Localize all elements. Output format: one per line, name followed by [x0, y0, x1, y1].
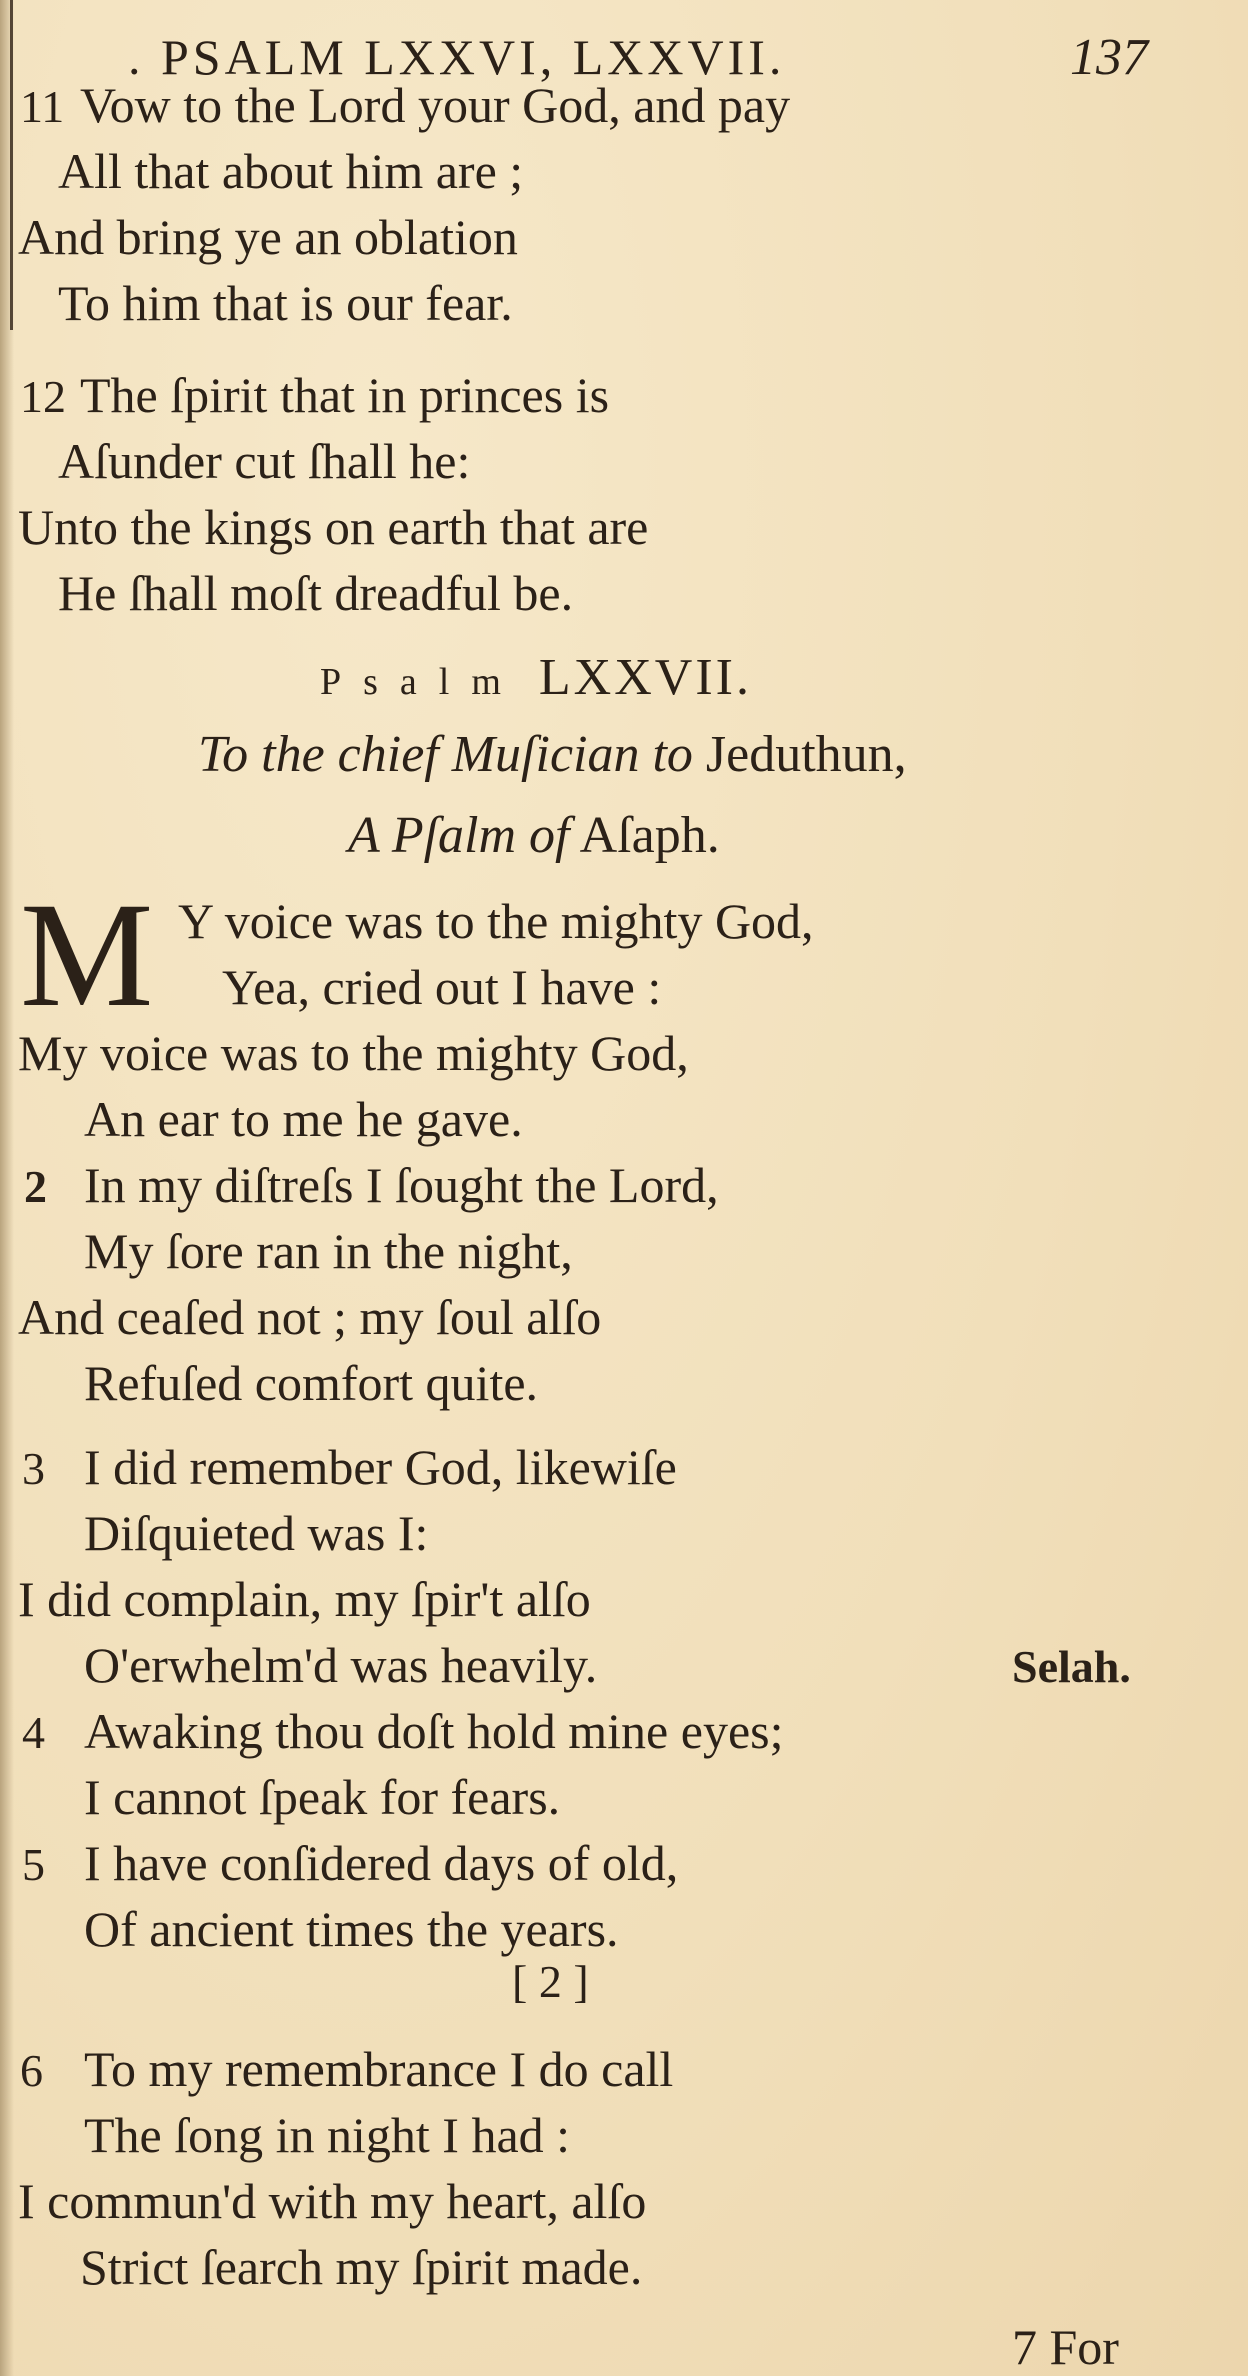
- verse-line: I did complain, my ſpir't alſo: [18, 1571, 591, 1627]
- catchword: 7 For: [1012, 2319, 1119, 2375]
- page-number: 137: [1070, 29, 1148, 86]
- verse-line: And bring ye an oblation: [18, 209, 518, 265]
- psalm-title: [320, 648, 752, 707]
- verse-line: I have conſidered days of old,: [84, 1835, 679, 1891]
- verse-line: The ſong in night I had :: [84, 2107, 571, 2163]
- verse-line: To him that is our fear.: [58, 275, 513, 331]
- verse-line: Y voice was to the mighty God,: [178, 893, 814, 949]
- gutter-shadow: [0, 0, 14, 2376]
- verse-line: Awaking thou doſt hold mine eyes;: [84, 1703, 784, 1759]
- verse-line: All that about him are ;: [58, 143, 524, 199]
- verse-line: My ſore ran in the night,: [84, 1223, 573, 1279]
- verse-line: I cannot ſpeak for fears.: [84, 1769, 561, 1825]
- verse-line: Yea, cried out I have :: [222, 959, 662, 1015]
- verse-line: My voice was to the mighty God,: [18, 1025, 689, 1081]
- verse-line: And ceaſed not ; my ſoul alſo: [18, 1289, 602, 1345]
- verse-line: The ſpirit that in princes is: [80, 367, 610, 423]
- verse-number: 4: [22, 1707, 45, 1758]
- verse-line: Aſunder cut ſhall he:: [58, 433, 471, 489]
- verse-line: Strict ſearch my ſpirit made.: [80, 2239, 643, 2295]
- psalm-title-number: LXXVII.: [538, 649, 752, 706]
- psalm-subtitle-2: A Pſalm of Aſaph.: [348, 807, 720, 864]
- verse-line: Of ancient times the years.: [84, 1901, 619, 1957]
- verse-number: 6: [20, 2045, 43, 2096]
- psalm-subtitle: To the chief Muſician to Jeduthun,: [198, 726, 907, 783]
- psalm-title-word: Psalm: [320, 661, 523, 703]
- verse-line: I did remember God, likewiſe: [84, 1439, 677, 1495]
- verse-line: Diſquieted was I:: [84, 1505, 429, 1561]
- drop-cap: M: [20, 872, 154, 1038]
- verse-line: O'erwhelm'd was heavily.: [84, 1637, 598, 1693]
- verse-number: 3: [22, 1443, 45, 1494]
- verse-number: 2: [24, 1161, 47, 1212]
- verse-line: I commun'd with my heart, alſo: [18, 2173, 647, 2229]
- verse-line: An ear to me he gave.: [84, 1091, 523, 1147]
- verse-number: 5: [22, 1839, 45, 1890]
- verse-line: Refuſed comfort quite.: [84, 1355, 539, 1411]
- selah-marker: Selah.: [1012, 1641, 1131, 1692]
- verse-number: 12: [20, 371, 66, 422]
- verse-number: 11: [20, 81, 65, 132]
- running-head: . PSALM LXXVI, LXXVII.: [128, 29, 786, 85]
- verse-line: Unto the kings on earth that are: [18, 499, 649, 555]
- verse-line: He ſhall moſt dreadful be.: [58, 565, 574, 621]
- verse-line: To my remembrance I do call: [84, 2041, 674, 2097]
- verse-line: Vow to the Lord your God, and pay: [80, 77, 791, 133]
- verse-line: In my diſtreſs I ſought the Lord,: [84, 1157, 719, 1213]
- signature-mark: [ 2 ]: [512, 1956, 589, 2007]
